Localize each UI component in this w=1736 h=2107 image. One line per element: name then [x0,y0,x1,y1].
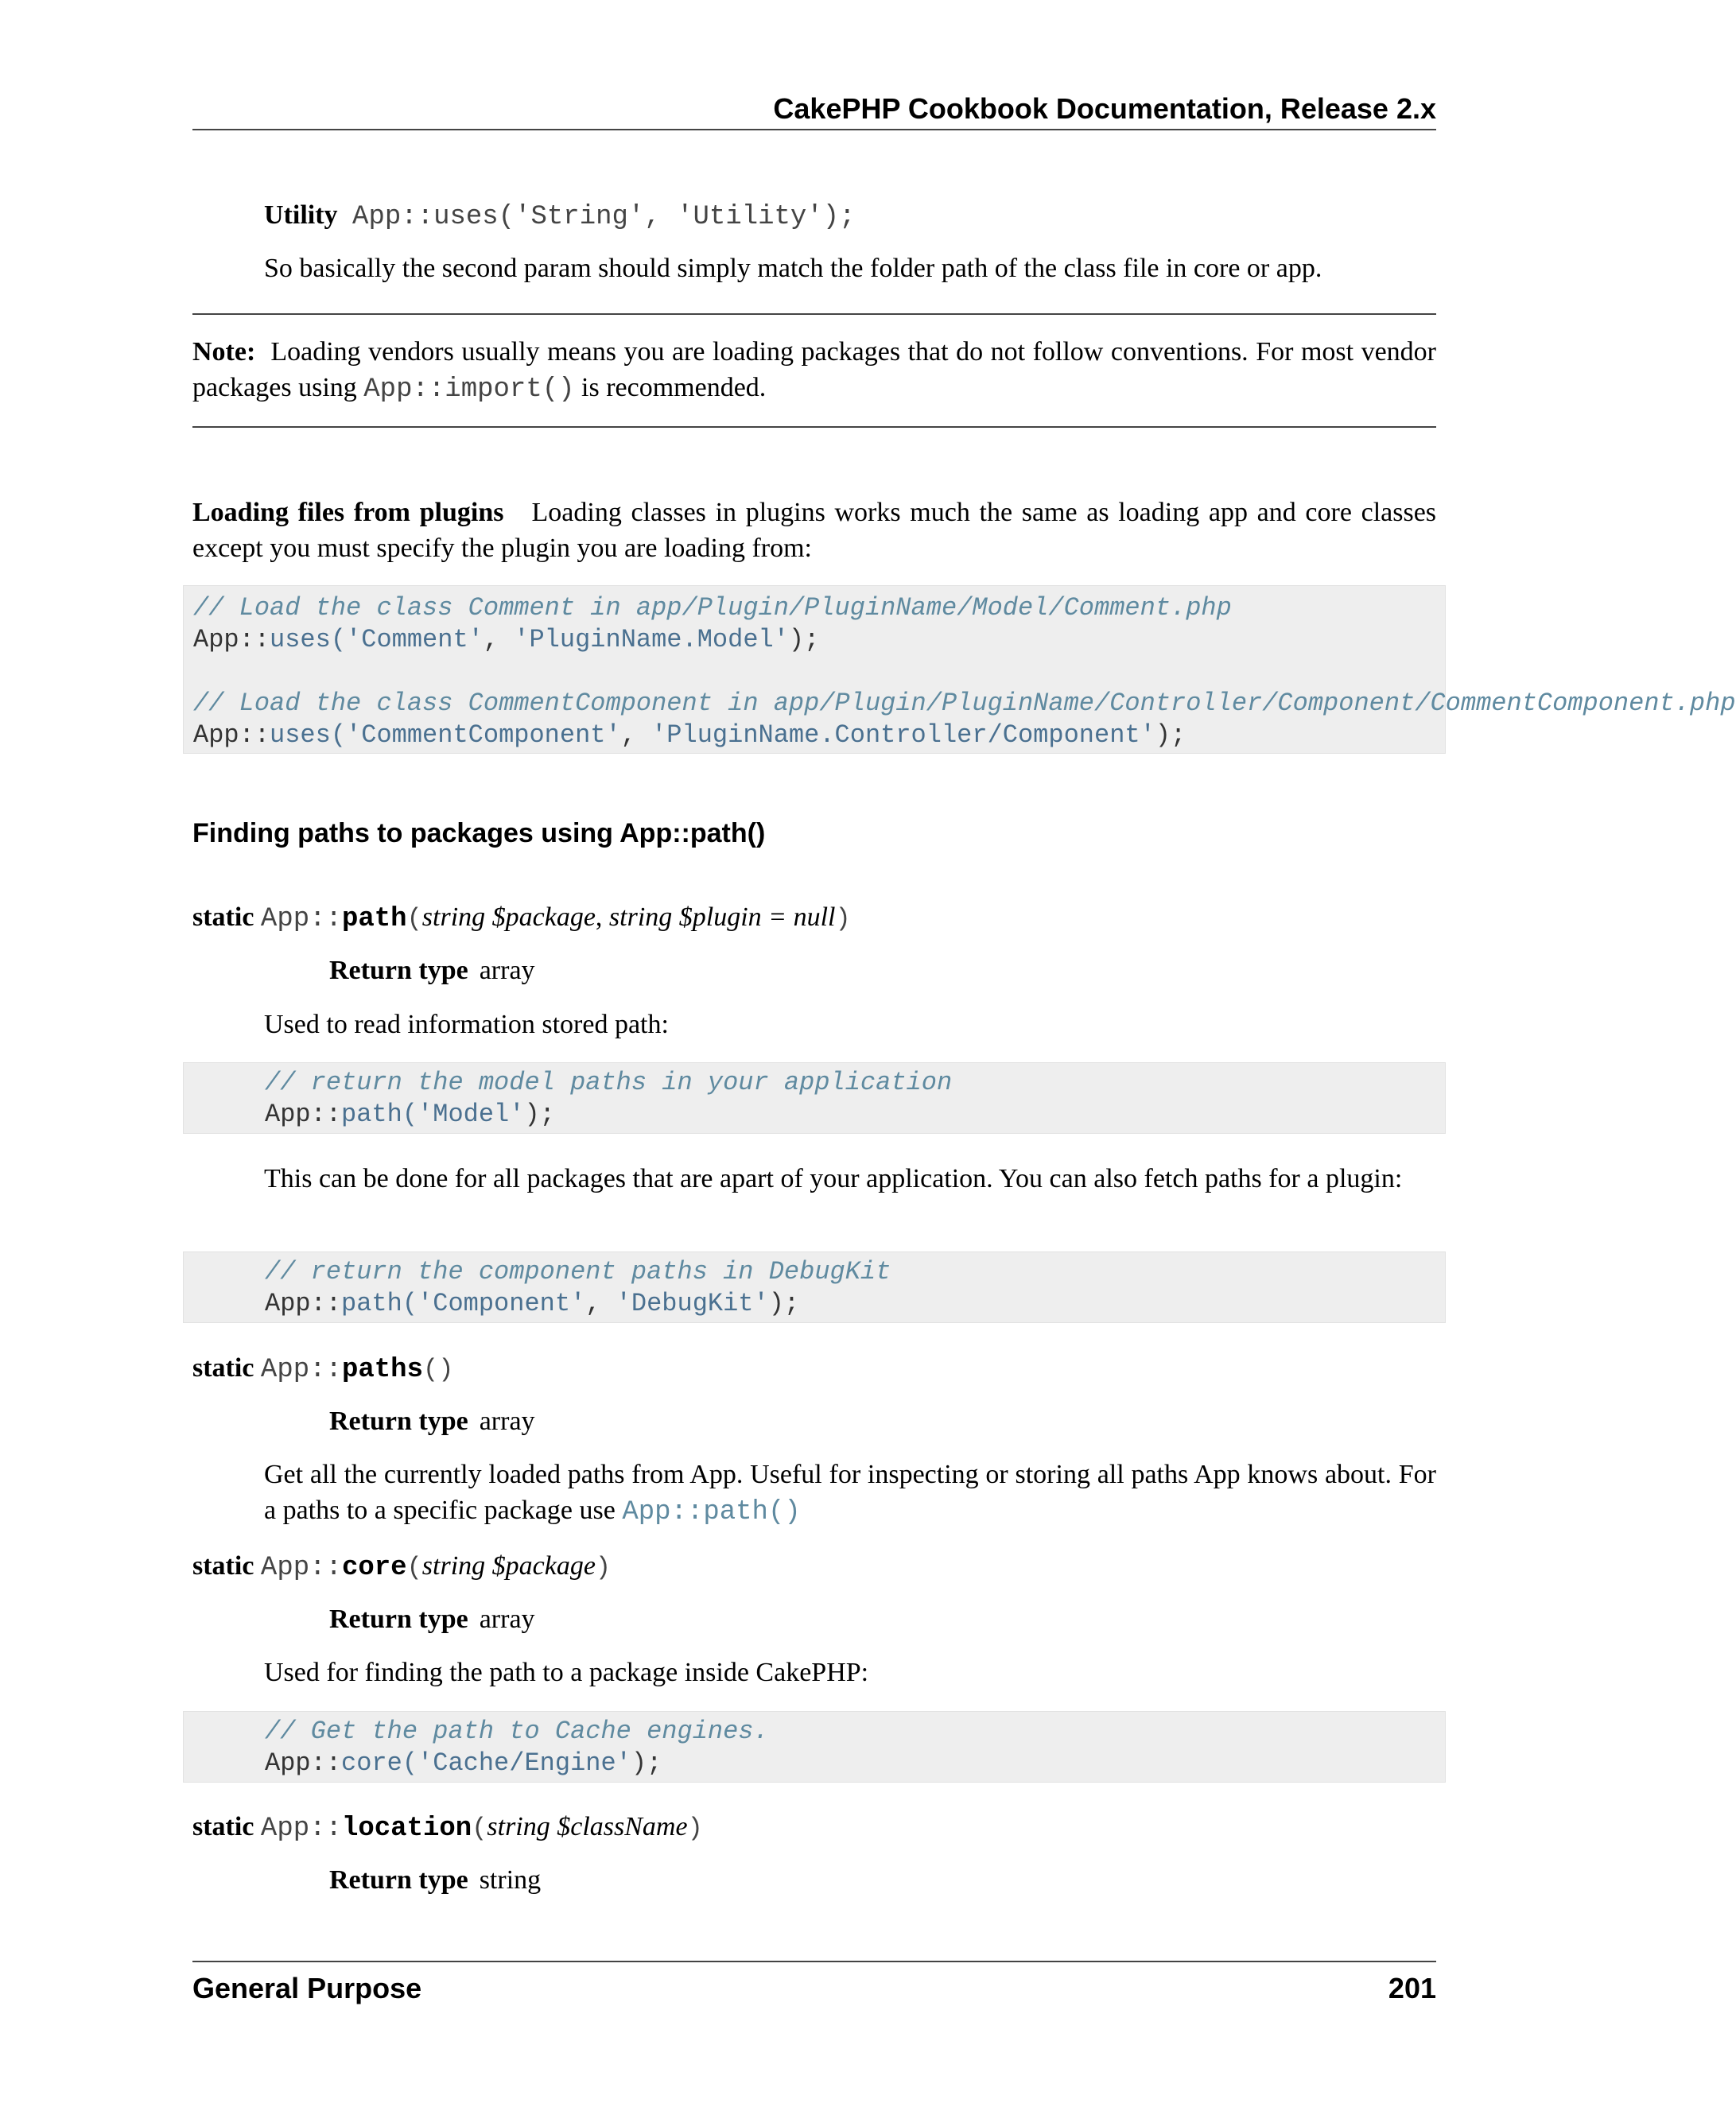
code-punct: , [585,1289,616,1318]
code-string: 'PluginName.Model' [514,625,789,654]
page-number: 201 [1388,1972,1436,2004]
return-type-value: array [479,956,535,985]
code-punct: ); [524,1100,555,1129]
running-footer [192,1969,1436,2008]
core-code-block [183,1711,1446,1783]
utility-label: Utility [264,200,338,230]
code-function: path [341,1289,402,1318]
code-class: App:: [265,1100,342,1129]
code-string: ('Component' [402,1289,586,1318]
paths-description [264,1457,1436,1531]
note-code: App::import() [363,374,575,405]
code-class: App:: [193,625,270,654]
code-punct: ); [788,625,820,654]
note-rule-bottom [192,426,1436,428]
open-paren: ( [406,904,422,933]
path-description: Used to read information stored path: [264,1010,669,1039]
utility-code: App::uses('String', 'Utility'); [352,202,856,232]
paths-return-type [329,1403,535,1439]
paths-signature [192,1350,453,1388]
static-keyword: static [192,1812,254,1841]
open-paren: ( [472,1814,487,1843]
argument: string $className [487,1812,688,1841]
code-string: ('Cache/Engine' [402,1748,631,1778]
return-type-label: Return type [329,956,468,985]
plugins-term: Loading files from plugins [192,498,504,527]
running-header: CakePHP Cookbook Documentation, Release 2.x [773,92,1436,125]
code-comment: // Load the class CommentComponent in app/Plugin/PluginName/Controller/Component/CommentComponent.php [193,689,1736,718]
return-type-value: string [479,1865,542,1895]
section-heading: Finding paths to packages using App::path() [192,818,766,848]
method-name: path [341,904,407,934]
note-body-end: is recommended. [581,373,767,402]
path-signature [192,899,851,937]
code-class: App:: [265,1289,342,1318]
arg-separator: , [595,902,609,932]
method-name: core [341,1553,407,1583]
return-type-label: Return type [329,1605,468,1634]
plugins-paragraph [192,495,1436,566]
code-string: 'PluginName.Controller/Component' [651,720,1155,750]
footer-rule [192,1961,1436,1962]
plugins-text: Loading classes in plugins works much the same as loading app and core classes except you must specify the plugin you are loading from: [192,498,1437,563]
code-string: ('CommentComponent' [330,720,621,750]
footer-section-title: General Purpose [192,1972,422,2004]
static-keyword: static [192,1353,254,1383]
code-punct: ); [768,1289,800,1318]
argument: string $plugin = null [608,902,836,932]
location-return-type [329,1862,541,1898]
code-string: ('Model' [402,1100,525,1129]
code-string: 'DebugKit' [616,1289,769,1318]
method-name: location [341,1814,472,1844]
note-rule-top [192,313,1436,315]
paths-description-text: Get all the currently loaded paths from App. Useful for inspecting or storing all paths App knows about. For a paths to a specific package use [264,1460,1436,1525]
argument: string $package [421,1551,596,1581]
static-keyword: static [192,1551,254,1581]
app-path-link[interactable]: App::path() [622,1497,801,1527]
document-page [192,0,1736,2107]
code-class: App:: [193,720,270,750]
core-signature [192,1548,611,1586]
code-string: ('Comment' [330,625,484,654]
close-paren: ) [835,904,851,933]
static-keyword: static [192,902,254,932]
code-punct: ); [1155,720,1186,750]
close-paren: ) [687,1814,703,1843]
location-signature [192,1809,703,1847]
code-comment: // Get the path to Cache engines. [265,1717,769,1746]
argument: string $package [421,902,596,932]
return-type-value: array [479,1605,535,1634]
code-punct: , [483,625,515,654]
parens: () [422,1355,454,1384]
code-punct: , [620,720,652,750]
code-class: App:: [265,1748,342,1778]
return-type-value: array [479,1407,535,1436]
return-type-label: Return type [329,1865,468,1895]
path-code-block-2 [183,1251,1446,1323]
code-comment: // return the component paths in DebugKit [265,1257,891,1286]
core-return-type [329,1601,535,1637]
code-punct: ); [631,1748,662,1778]
class-name: App:: [260,904,342,934]
plugins-code-block [183,585,1736,754]
note-body: Loading vendors usually means you are loading packages that do not follow conventions. For most vendor packages using [192,337,1436,402]
code-function: uses [270,625,331,654]
class-name: App:: [260,1355,342,1385]
utility-text: So basically the second param should simply match the folder path of the class file in core or app. [264,254,1322,283]
close-paren: ) [595,1553,612,1582]
method-name: paths [341,1355,423,1385]
header-rule [192,129,1436,130]
code-function: core [341,1748,402,1778]
path-code-block-1 [183,1062,1446,1134]
class-name: App:: [260,1553,342,1583]
code-function: uses [270,720,331,750]
path-return-type [329,953,535,988]
class-name: App:: [260,1814,342,1844]
return-type-label: Return type [329,1407,468,1436]
path-description-2: This can be done for all packages that are apart of your application. You can also fetch paths for a plugin: [264,1164,1403,1193]
note-text [192,334,1436,408]
code-function: path [341,1100,402,1129]
note-label: Note: [192,337,256,367]
core-description: Used for finding the path to a package inside CakePHP: [264,1658,869,1687]
code-comment: // Load the class Comment in app/Plugin/PluginName/Model/Comment.php [193,593,1232,623]
utility-line [264,197,856,235]
code-comment: // return the model paths in your application [265,1068,953,1097]
open-paren: ( [406,1553,422,1582]
